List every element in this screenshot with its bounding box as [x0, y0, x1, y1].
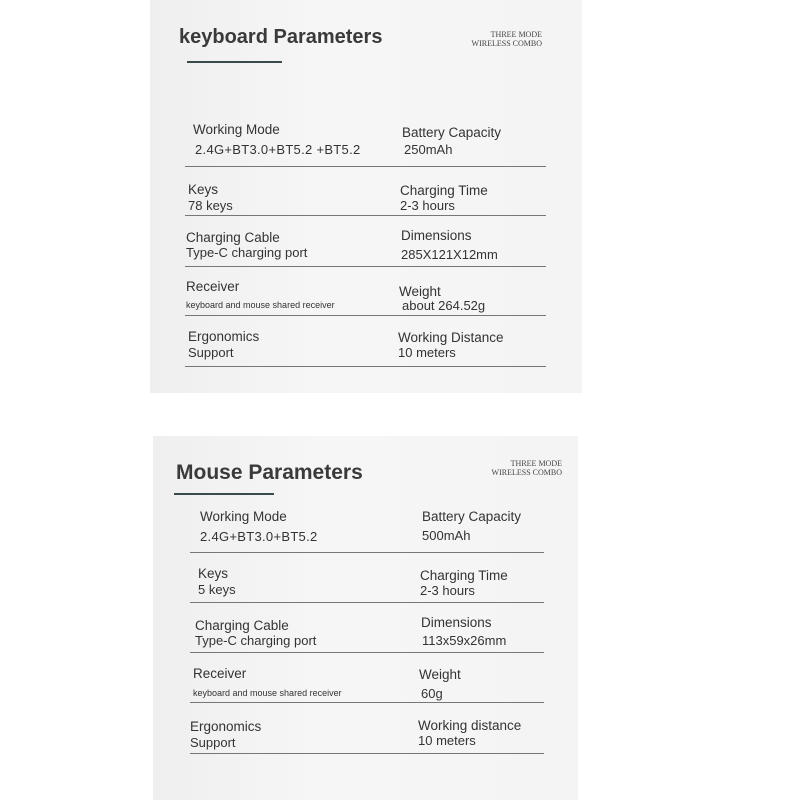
spec-value: 285X121X12mm [401, 247, 498, 262]
row-divider [185, 315, 546, 316]
row-divider [190, 652, 544, 653]
row-divider [185, 166, 546, 167]
spec-value: 113x59x26mm [422, 633, 507, 648]
keyboard-mode-badge [460, 30, 542, 48]
spec-label: Charging Cable [186, 230, 280, 245]
spec-value: Type-C charging port [186, 245, 308, 260]
row-divider [190, 702, 544, 703]
spec-value: 10 meters [398, 345, 456, 360]
spec-label: Charging Time [400, 183, 488, 198]
spec-value: Support [190, 735, 236, 750]
spec-value: Type-C charging port [195, 633, 317, 648]
spec-label: Working Mode [193, 122, 280, 137]
spec-label: Battery Capacity [402, 125, 502, 140]
mouse-mode-line2: WIRELESS COMBO [491, 468, 562, 477]
keyboard-mode-line2: WIRELESS COMBO [471, 39, 542, 48]
spec-label: Working Mode [200, 509, 287, 524]
spec-value: keyboard and mouse shared receiver [186, 300, 335, 310]
spec-label: Weight [419, 667, 461, 682]
spec-value: keyboard and mouse shared receiver [193, 688, 342, 698]
keyboard-title: keyboard Parameters [179, 26, 383, 48]
mouse-parameters-panel [153, 436, 578, 800]
spec-label: Ergonomics [188, 329, 260, 344]
mouse-title: Mouse Parameters [176, 461, 363, 484]
spec-value: Support [188, 345, 234, 360]
row-divider [190, 753, 544, 754]
spec-label: Charging Time [420, 568, 508, 583]
spec-label: Keys [198, 566, 229, 581]
spec-value: 2.4G+BT3.0+BT5.2 [200, 529, 318, 544]
keyboard-title-underline [187, 61, 282, 63]
spec-label: Battery Capacity [422, 509, 522, 524]
spec-value: 10 meters [418, 733, 476, 748]
mouse-mode-badge [480, 459, 562, 477]
spec-value: about 264.52g [402, 298, 486, 313]
spec-value: 500mAh [422, 528, 471, 543]
keyboard-parameters-panel [150, 0, 582, 393]
row-divider [185, 215, 546, 216]
spec-label: Receiver [193, 666, 247, 681]
row-divider [185, 366, 546, 367]
row-divider [190, 602, 544, 603]
spec-value: 250mAh [404, 142, 453, 157]
spec-label: Charging Cable [195, 618, 289, 633]
spec-value: 78 keys [188, 198, 233, 213]
mouse-title-underline [174, 493, 274, 495]
spec-label: Dimensions [421, 615, 492, 630]
spec-label: Keys [188, 182, 219, 197]
spec-value: 2.4G+BT3.0+BT5.2 +BT5.2 [195, 142, 361, 157]
spec-label: Dimensions [401, 228, 472, 243]
mouse-mode-line1: THREE MODE [510, 459, 562, 468]
spec-value: 2-3 hours [420, 583, 475, 598]
spec-label: Receiver [186, 279, 240, 294]
keyboard-mode-line1: THREE MODE [490, 30, 542, 39]
spec-value: 60g [421, 686, 443, 701]
spec-label: Weight [399, 284, 441, 299]
spec-value: 2-3 hours [400, 198, 455, 213]
row-divider [185, 266, 546, 267]
spec-value: 5 keys [198, 582, 236, 597]
spec-label: Ergonomics [190, 719, 262, 734]
spec-label: Working Distance [398, 330, 504, 345]
spec-label: Working distance [418, 718, 522, 733]
row-divider [190, 552, 544, 553]
